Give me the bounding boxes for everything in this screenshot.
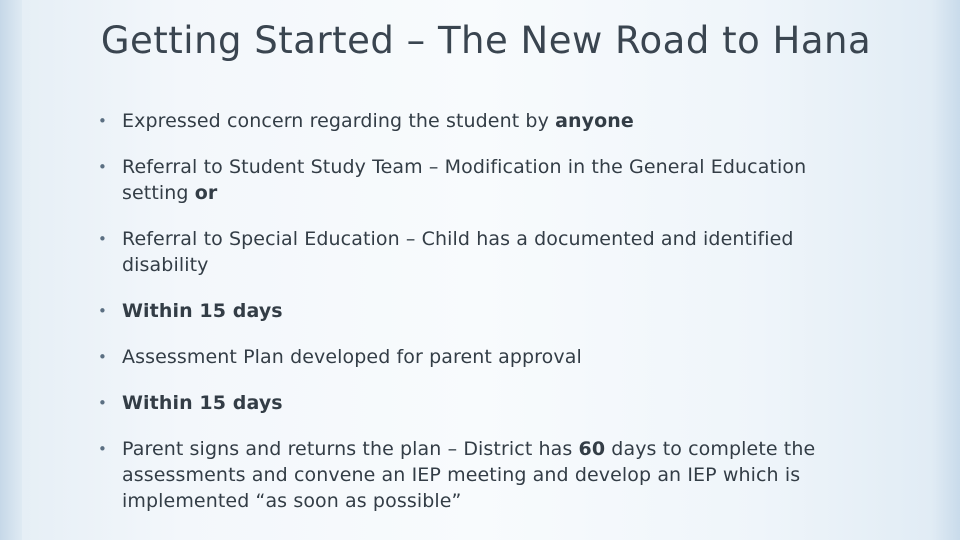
bullet-text: Expressed concern regarding the student by xyxy=(122,110,556,132)
bullet-list xyxy=(98,108,858,514)
bullet-marker: • xyxy=(98,112,107,130)
bullet-item xyxy=(98,298,858,324)
bullet-item xyxy=(98,390,858,416)
bullet-text: Referral to Special Education – Child has a documented and identified disability xyxy=(122,228,794,276)
bullet-emphasis: 60 xyxy=(578,438,606,460)
bullet-text: Assessment Plan developed for parent approval xyxy=(122,346,582,368)
bullet-item xyxy=(98,154,858,206)
bullet-item xyxy=(98,344,858,370)
bullet-marker: • xyxy=(98,158,107,176)
bullet-marker: • xyxy=(98,440,107,458)
bullet-marker: • xyxy=(98,348,107,366)
bullet-marker: • xyxy=(98,302,107,320)
bullet-text-continued: days to complete the assessments and convene an IEP meeting and develop an IEP which is implemented “as soon as possible” xyxy=(122,438,816,512)
bullet-emphasis: Within 15 days xyxy=(122,392,283,414)
bullet-marker: • xyxy=(98,394,107,412)
slide-title: Getting Started – The New Road to Hana xyxy=(100,19,872,62)
bullet-item xyxy=(98,436,858,514)
bullet-item xyxy=(98,108,858,134)
bullet-marker: • xyxy=(98,230,107,248)
bullet-emphasis: Within 15 days xyxy=(122,300,283,322)
bullet-item xyxy=(98,226,858,278)
bullet-text: Parent signs and returns the plan – District has xyxy=(122,438,579,460)
bullet-emphasis: or xyxy=(194,182,218,204)
bullet-text: Referral to Student Study Team – Modification in the General Education setting xyxy=(122,156,807,204)
bullet-emphasis: anyone xyxy=(555,110,634,132)
